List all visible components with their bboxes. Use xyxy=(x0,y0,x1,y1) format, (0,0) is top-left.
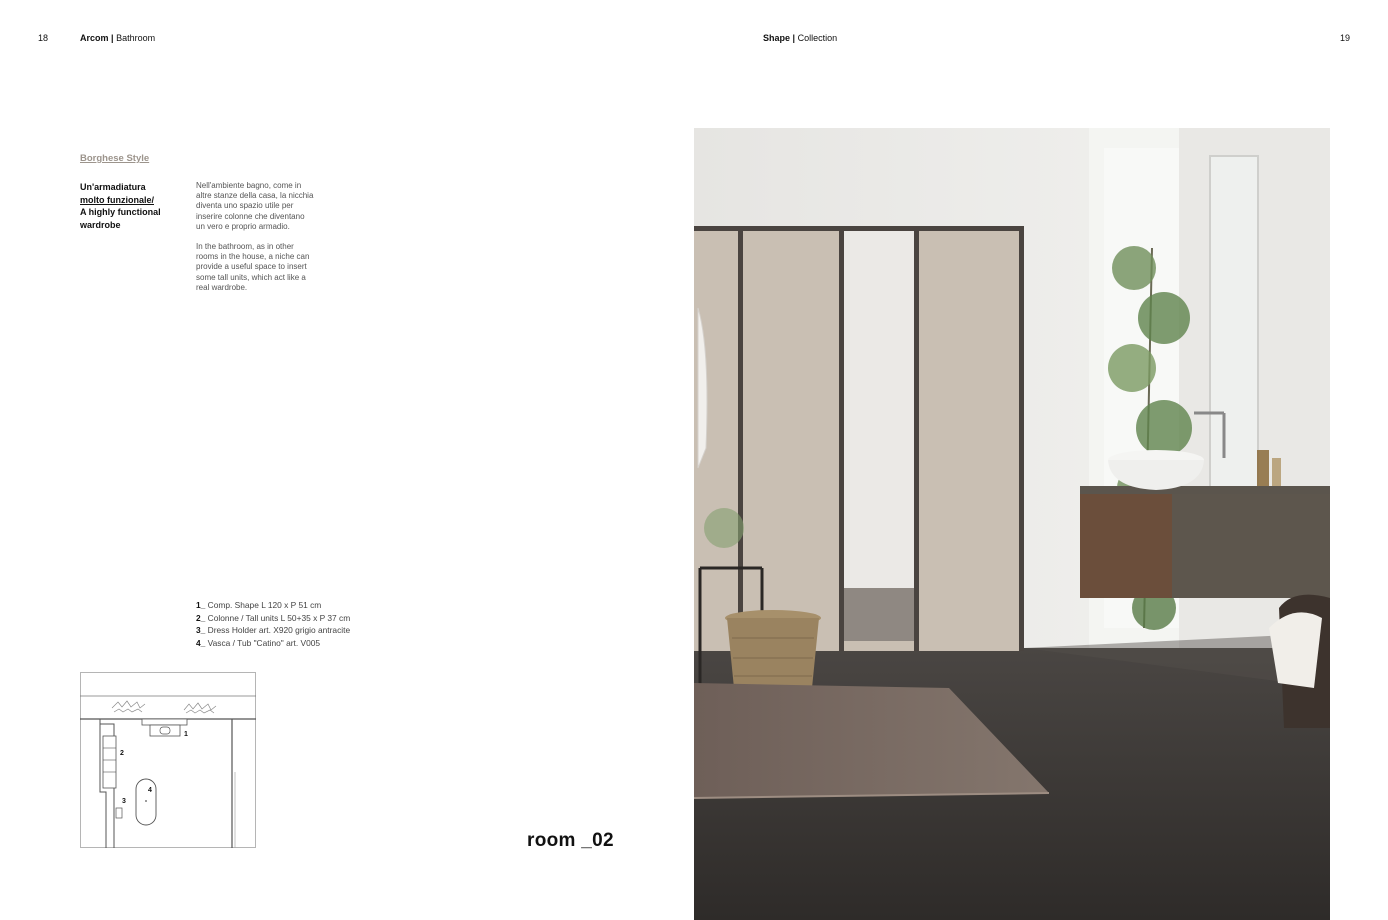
plan-label-4: 4 xyxy=(148,787,152,794)
spec-text: Dress Holder art. X920 grigio antracite xyxy=(207,625,351,636)
paragraph-line: inserire colonne che diventano xyxy=(196,211,305,221)
paragraph-line: Nell'ambiente bagno, come in xyxy=(196,181,302,190)
spec-item xyxy=(196,624,350,637)
spec-text: Comp. Shape L 120 x P 51 cm xyxy=(207,600,322,610)
spec-item xyxy=(196,612,350,625)
spec-number: 4_ xyxy=(196,637,206,648)
heading-line: A highly functional xyxy=(80,207,161,217)
spec-item xyxy=(196,599,350,612)
heading-line: wardrobe xyxy=(80,219,121,230)
tall-units xyxy=(103,736,116,788)
spec-number: 2_ xyxy=(196,612,206,623)
wardrobe xyxy=(694,226,1024,651)
bathroom-photo xyxy=(694,128,1330,920)
paragraph-line: provide a useful space to insert xyxy=(196,262,307,272)
left-page-number: 18 xyxy=(38,33,49,43)
washbasin-icon xyxy=(160,727,170,734)
section-title: Borghese Style xyxy=(80,153,150,164)
product-specs-list xyxy=(196,599,350,649)
plan-label-3: 3 xyxy=(122,798,126,805)
paragraph-line: In the bathroom, as in other xyxy=(196,242,294,251)
paragraph-english xyxy=(196,242,326,293)
paragraph-line: diventa uno spazio utile per xyxy=(196,201,294,211)
plan-label-2: 2 xyxy=(120,750,124,757)
section-name: Bathroom xyxy=(116,33,156,43)
spec-text: Colonne / Tall units L 50+35 x P 37 cm xyxy=(207,612,351,623)
right-running-header xyxy=(763,33,837,43)
paragraph-line: rooms in the house, a niche can xyxy=(196,252,310,262)
paragraph-line: real wardrobe. xyxy=(196,282,248,292)
basket xyxy=(725,610,821,693)
paragraph-line: some tall units, which act like a xyxy=(196,272,306,282)
header-separator: | xyxy=(111,33,114,43)
heading xyxy=(80,181,190,231)
left-running-header xyxy=(80,33,155,43)
wall-mirror xyxy=(1210,156,1258,496)
collection-brand: Shape xyxy=(763,33,791,43)
bathtub-icon xyxy=(136,779,156,825)
heading-line: molto funzionale/ xyxy=(80,194,154,205)
right-page-number: 19 xyxy=(1340,33,1351,43)
spec-number: 1_ xyxy=(196,600,206,610)
brand-name: Arcom xyxy=(80,33,109,43)
paragraph-italian xyxy=(196,181,326,232)
spec-text: Vasca / Tub "Catino" art. V005 xyxy=(207,637,321,648)
collection-label: Collection xyxy=(797,33,838,43)
dress-holder-icon xyxy=(116,808,122,818)
header-separator: | xyxy=(792,33,796,43)
spec-item xyxy=(196,637,350,650)
mirror-door xyxy=(844,231,914,641)
spec-number: 3_ xyxy=(196,625,206,636)
floor-plan xyxy=(80,672,256,848)
plan-label-1: 1 xyxy=(184,731,188,738)
room-label: room _02 xyxy=(527,830,614,851)
paragraph-line: un vero e proprio armadio. xyxy=(196,221,290,231)
paragraph-line: altre stanze della casa, la nicchia xyxy=(196,191,314,201)
heading-line: Un'armadiatura xyxy=(80,182,146,192)
